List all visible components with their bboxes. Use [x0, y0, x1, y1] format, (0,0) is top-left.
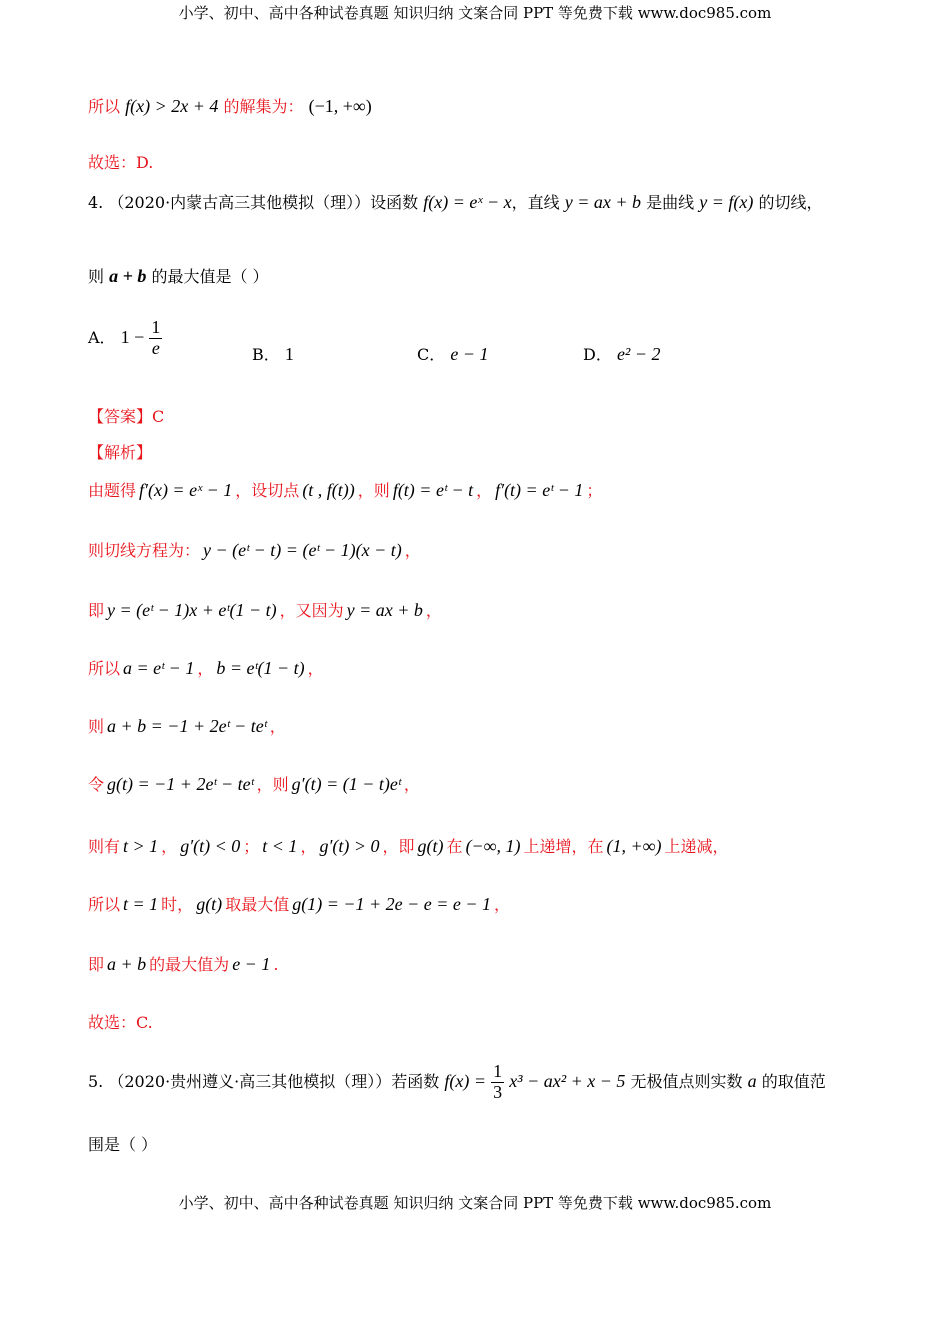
question-source: （2020·贵州遵义·高三其他模拟（理））	[108, 1071, 392, 1091]
page-footer: 小学、初中、高中各种试卷真题 知识归纳 文案合同 PPT 等免费下载 www.doc985.com	[178, 1194, 772, 1212]
text: 所以	[88, 895, 121, 914]
option-label: B．	[252, 345, 280, 364]
option-label: C．	[417, 345, 446, 364]
solution-step	[88, 478, 605, 501]
math: g(1) = −1 + 2e − e = e − 1	[292, 894, 492, 914]
text: 无极值点则实数	[630, 1071, 743, 1091]
math: (−1, +∞)	[308, 96, 372, 116]
math: g′(t) = (1 − t)eᵗ	[291, 774, 401, 794]
math: y = ax + b	[346, 600, 423, 620]
text: 在	[446, 837, 463, 856]
text: 是曲线	[646, 193, 695, 212]
math: f(x) =	[444, 1070, 486, 1091]
text: ；	[243, 837, 260, 856]
math: t = 1	[123, 894, 159, 914]
text: 若函数	[391, 1071, 440, 1091]
text: 令	[88, 775, 105, 794]
text: 时，	[161, 895, 194, 914]
text: 的取值范	[761, 1071, 826, 1091]
question-source: （2020·内蒙古高三其他模拟（理））	[108, 193, 371, 212]
math: a + b = −1 + 2eᵗ − teᵗ	[107, 716, 267, 736]
text: 即	[88, 601, 105, 620]
math: f(t) = eᵗ − t	[392, 480, 474, 500]
answer-label: 【答案】C	[88, 407, 165, 426]
solution-step	[88, 834, 732, 857]
prev-choice: 故选：D.	[88, 153, 154, 172]
question-number: 5.	[88, 1071, 104, 1091]
text: 的切线，	[758, 193, 823, 212]
text: 即	[88, 955, 105, 974]
text: ，又因为	[279, 601, 344, 620]
math: t < 1	[262, 836, 298, 856]
text: ，	[494, 895, 511, 914]
math: t > 1	[123, 836, 159, 856]
text: 则有	[88, 837, 121, 856]
math: f′(x) = eˣ − 1	[139, 480, 233, 500]
numerator: 1	[151, 317, 161, 337]
text: 上递减，	[664, 837, 729, 856]
math: b = eᵗ(1 − t)	[216, 658, 305, 678]
denominator: e	[151, 337, 160, 358]
math: g(t) = −1 + 2eᵗ − teᵗ	[107, 774, 254, 794]
math: a + b	[107, 954, 147, 974]
option-b	[252, 342, 294, 365]
text: 的最大值为	[149, 955, 230, 974]
option-label: A．	[88, 327, 116, 347]
text: ，则	[357, 481, 390, 500]
text: ，	[161, 837, 178, 856]
text: ；	[586, 481, 603, 500]
text: ，	[425, 601, 442, 620]
solution-step	[88, 714, 289, 737]
math: f(x) = eˣ − x	[423, 192, 512, 212]
solution-step	[88, 656, 327, 679]
text: 则切线方程为：	[88, 541, 201, 560]
text: ，	[307, 659, 324, 678]
math: g′(t) > 0	[319, 836, 380, 856]
text: ，	[197, 659, 214, 678]
math: g′(t) < 0	[180, 836, 241, 856]
text: 的解集为：	[223, 97, 304, 116]
solution-step	[88, 538, 424, 561]
math: 1 −	[120, 326, 145, 347]
math: f(x) > 2x + 4	[125, 96, 219, 116]
math: a = eᵗ − 1	[123, 658, 195, 678]
text: 则	[88, 717, 105, 736]
text: ，	[403, 775, 420, 794]
math: e − 1	[232, 954, 271, 974]
text: 设函数	[370, 193, 419, 212]
text: ，	[269, 717, 286, 736]
math: a	[747, 1070, 757, 1091]
final-choice: 故选：C.	[88, 1013, 153, 1032]
text: 取最大值	[225, 895, 290, 914]
question-number: 4.	[88, 193, 104, 212]
text: ，	[300, 837, 317, 856]
text: 所以	[88, 97, 121, 116]
text: 上递增，在	[523, 837, 604, 856]
solution-step	[88, 598, 445, 621]
fraction	[149, 318, 162, 359]
option-d	[583, 342, 660, 365]
math: a + b	[109, 266, 147, 286]
question-5-line2: 围是（ ）	[88, 1135, 158, 1154]
math: 1	[284, 344, 294, 364]
text: ，直线	[511, 193, 560, 212]
text: ，	[404, 541, 421, 560]
question-4-line2	[88, 264, 269, 287]
math: (1, +∞)	[606, 836, 662, 856]
text: ，则	[256, 775, 289, 794]
question-4-stem	[88, 190, 822, 213]
denominator: 3	[493, 1081, 503, 1102]
math: e² − 2	[616, 344, 661, 364]
question-5-stem	[88, 1062, 826, 1103]
fraction	[491, 1062, 504, 1103]
math: y = f(x)	[699, 192, 754, 212]
analysis-label: 【解析】	[88, 443, 153, 462]
option-label: D．	[583, 345, 612, 364]
math: g(t)	[417, 836, 444, 856]
math: g(t)	[196, 894, 223, 914]
text: 的最大值是（ ）	[151, 267, 269, 286]
text: 由题得	[88, 481, 137, 500]
math: f′(t) = eᵗ − 1	[495, 480, 584, 500]
option-a	[88, 318, 162, 359]
solution-step	[88, 772, 423, 795]
math: y = (eᵗ − 1)x + eᵗ(1 − t)	[107, 600, 277, 620]
text: ，设切点	[235, 481, 300, 500]
math: y − (eᵗ − t) = (eᵗ − 1)(x − t)	[203, 540, 402, 560]
text: 则	[88, 267, 105, 286]
math: (−∞, 1)	[465, 836, 521, 856]
page-header: 小学、初中、高中各种试卷真题 知识归纳 文案合同 PPT 等免费下载 www.doc985.com	[178, 4, 772, 22]
option-c	[417, 342, 488, 365]
text: .	[273, 955, 279, 974]
math: (t , f(t))	[302, 480, 355, 500]
math: y = ax + b	[564, 192, 642, 212]
numerator: 1	[493, 1061, 503, 1081]
math: x³ − ax² + x − 5	[509, 1070, 626, 1091]
text: 所以	[88, 659, 121, 678]
text: ，即	[382, 837, 415, 856]
solution-step	[88, 952, 281, 975]
text: ，	[476, 481, 493, 500]
math: e − 1	[450, 344, 489, 364]
solution-step	[88, 892, 513, 915]
prev-solution-line	[88, 94, 372, 117]
